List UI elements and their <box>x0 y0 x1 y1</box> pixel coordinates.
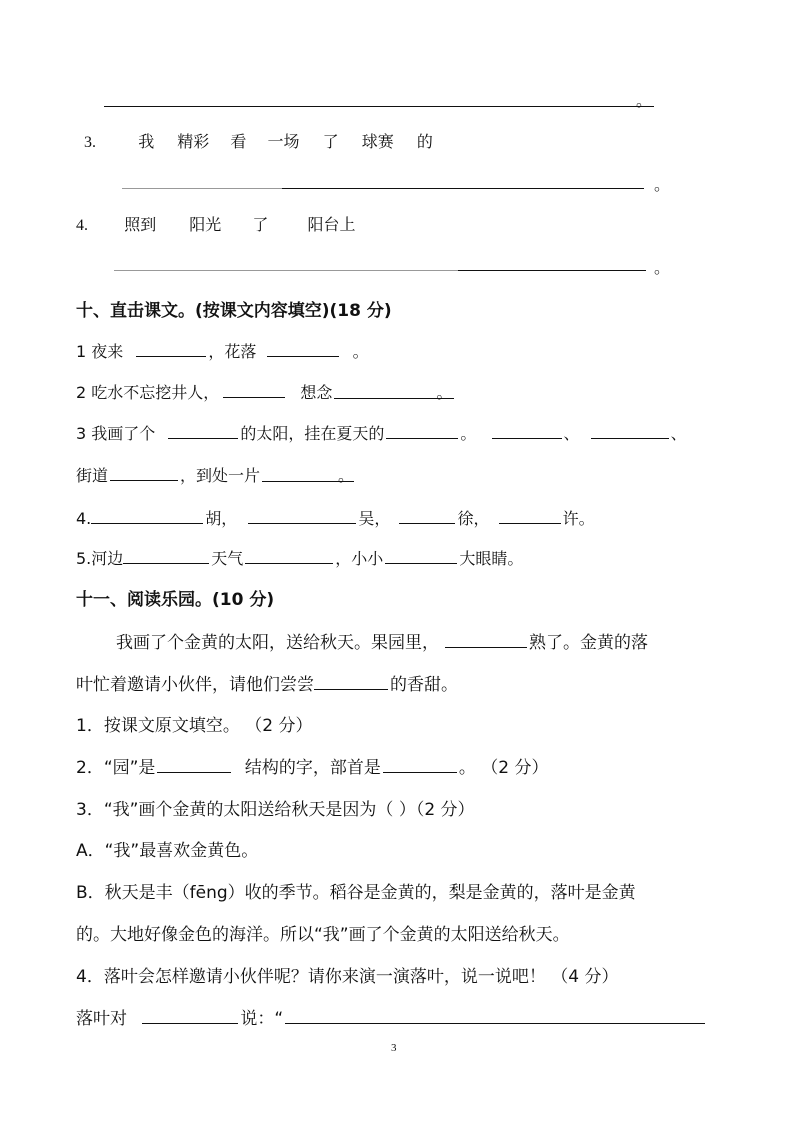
q4-row <box>76 212 356 235</box>
blank[interactable] <box>245 545 333 564</box>
fill-line-5 <box>76 505 595 529</box>
text: 大眼睛。 <box>459 549 524 568</box>
blank[interactable] <box>285 1005 705 1024</box>
text: 。 <box>436 383 453 402</box>
blank[interactable] <box>157 754 231 773</box>
text: 街道 <box>76 466 109 485</box>
q4-word: 了 <box>252 215 269 234</box>
text: ，小小 <box>335 549 384 568</box>
text: 2．“园”是 <box>76 758 156 778</box>
blank[interactable] <box>499 505 561 524</box>
text: 落叶对 <box>76 1009 127 1029</box>
question-1: 1．按课文原文填空。 （2 分） <box>76 716 313 736</box>
fill-line-4 <box>76 462 356 486</box>
blank[interactable] <box>386 420 458 439</box>
text: 1 夜来 <box>76 342 124 361</box>
line-end-period: 。 <box>654 258 671 277</box>
answer-line <box>282 188 644 189</box>
question-2 <box>76 753 548 778</box>
line-end-period: 。 <box>654 175 671 194</box>
q3-word: 精彩 <box>177 132 210 151</box>
line-end-period: 。 <box>636 91 653 110</box>
blank[interactable] <box>385 545 457 564</box>
text: 天气 <box>211 549 244 568</box>
blank[interactable] <box>142 1005 238 1024</box>
final-answer-line <box>76 1004 707 1029</box>
question-3: 3．“我”画个金黄的太阳送给秋天是因为（ ）（2 分） <box>76 800 475 820</box>
text: 、 <box>670 424 687 443</box>
blank[interactable] <box>445 629 527 648</box>
blank[interactable] <box>262 463 355 485</box>
text: 。 <box>338 466 355 485</box>
blank[interactable] <box>110 462 178 481</box>
blank[interactable] <box>314 671 388 690</box>
text: 叶忙着邀请小伙伴，请他们尝尝 <box>76 675 314 695</box>
blank[interactable] <box>334 380 454 402</box>
blank[interactable] <box>383 754 457 773</box>
fill-line-6 <box>76 545 523 569</box>
q3-word: 一场 <box>267 132 300 151</box>
text: ，到处一片 <box>180 466 261 485</box>
option-b-line-1: B．秋天是丰（fēng）收的季节。稻谷是金黄的，梨是金黄的，落叶是金黄 <box>76 883 636 903</box>
text: 3 我画了个 <box>76 424 156 443</box>
q4-word: 阳台上 <box>307 215 356 234</box>
q3-word: 了 <box>322 132 339 151</box>
question-4: 4．落叶会怎样邀请小伙伴呢？请你来演一演落叶，说一说吧！ （4 分） <box>76 967 619 987</box>
section-11-title: 十一、阅读乐园。(10 分) <box>76 590 275 610</box>
q3-number: 3. <box>84 134 96 151</box>
text: 的香甜。 <box>390 675 458 695</box>
answer-line <box>114 270 458 271</box>
q4-word: 阳光 <box>189 215 222 234</box>
fill-line-3 <box>76 420 687 444</box>
reading-paragraph-line-2 <box>76 670 458 695</box>
text: 熟了。金黄的落 <box>529 633 648 653</box>
text: 的太阳，挂在夏天的 <box>240 424 385 443</box>
q3-word: 看 <box>230 132 247 151</box>
text: 。 <box>460 424 477 443</box>
blank[interactable] <box>248 505 356 524</box>
text: 徐， <box>457 509 490 528</box>
option-b-line-2: 的。大地好像金色的海洋。所以“我”画了个金黄的太阳送给秋天。 <box>76 925 570 945</box>
q4-word: 照到 <box>124 215 157 234</box>
text: 想念 <box>300 383 333 402</box>
text: 5.河边 <box>76 549 124 568</box>
fill-line-2 <box>76 379 456 403</box>
text: 、 <box>563 424 580 443</box>
text: 结构的字，部首是 <box>244 758 381 778</box>
blank[interactable] <box>267 338 339 357</box>
q3-word: 我 <box>138 132 155 151</box>
fill-line-1 <box>76 338 369 362</box>
blank[interactable] <box>123 545 209 564</box>
blank[interactable] <box>399 505 455 524</box>
section-10-title: 十、直击课文。(按课文内容填空)(18 分) <box>76 301 392 321</box>
text: 胡， <box>205 509 238 528</box>
text: 。 <box>352 342 369 361</box>
page-number: 3 <box>391 1042 397 1054</box>
text: 说：“ <box>240 1009 284 1029</box>
blank[interactable] <box>91 505 203 524</box>
blank[interactable] <box>591 420 669 439</box>
text: 2 吃水不忘挖井人， <box>76 383 220 402</box>
q3-word: 球赛 <box>361 132 394 151</box>
answer-line <box>104 106 654 107</box>
q4-number: 4. <box>76 217 88 234</box>
text: 许。 <box>562 509 595 528</box>
blank[interactable] <box>168 420 238 439</box>
text: ，花落 <box>208 342 257 361</box>
blank[interactable] <box>223 379 285 398</box>
text: 吴， <box>358 509 391 528</box>
blank[interactable] <box>136 338 206 357</box>
answer-line <box>458 270 646 271</box>
reading-paragraph-line-1 <box>116 628 648 653</box>
option-a: A．“我”最喜欢金黄色。 <box>76 841 259 861</box>
q3-row <box>84 129 433 152</box>
text: 我画了个金黄的太阳，送给秋天。果园里， <box>116 633 439 653</box>
text: 4. <box>76 509 92 528</box>
answer-line <box>122 188 282 189</box>
text: 。 （2 分） <box>458 758 549 778</box>
blank[interactable] <box>492 420 562 439</box>
q3-word: 的 <box>416 132 433 151</box>
